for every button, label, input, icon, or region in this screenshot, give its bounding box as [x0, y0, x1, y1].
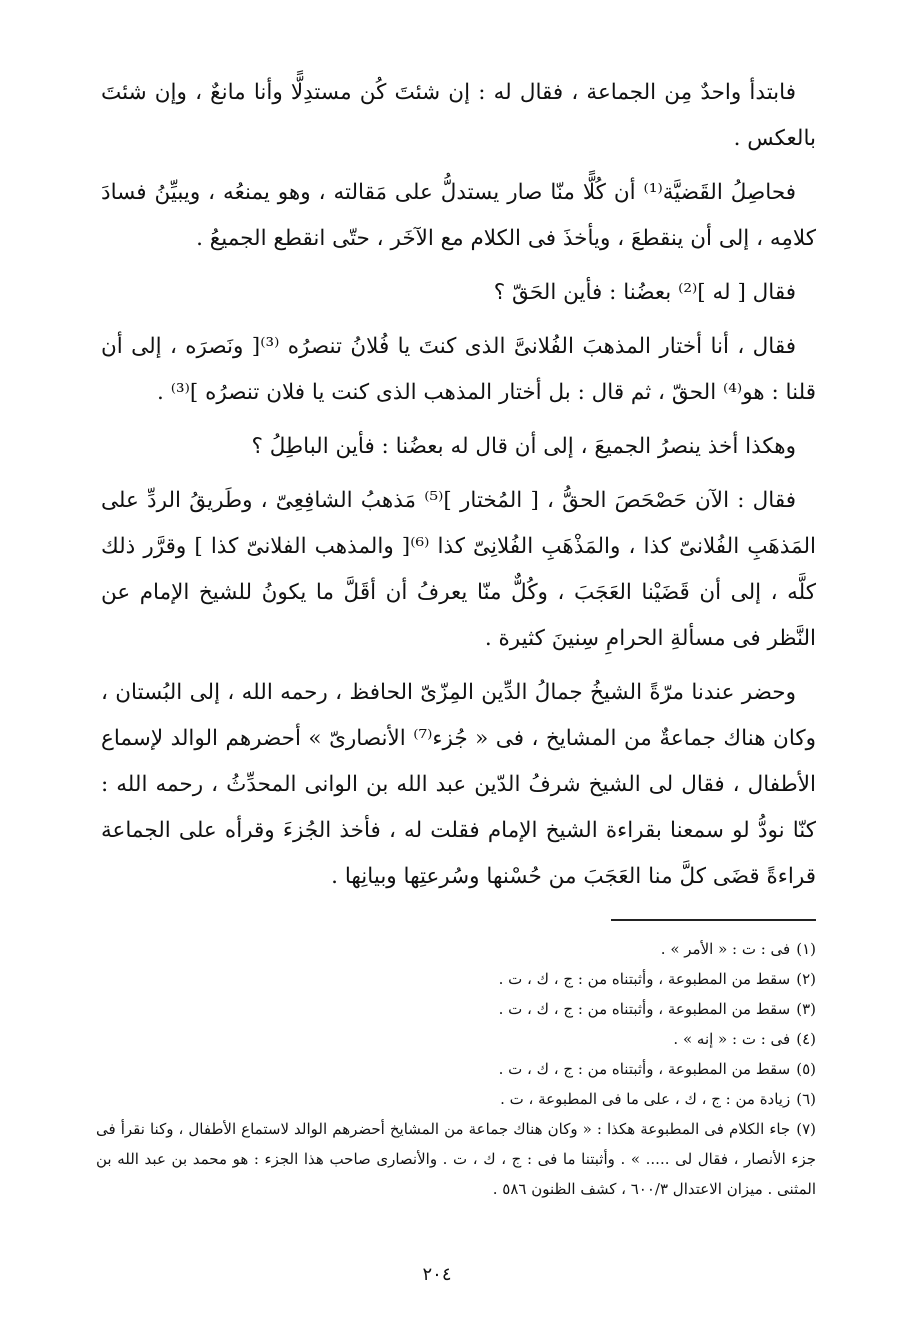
page-number: ٢٠٤: [422, 1264, 452, 1285]
footnote-5: [96, 1054, 816, 1084]
footnote-4: [96, 1024, 816, 1054]
footnote-7: [96, 1114, 816, 1204]
paragraph-7: وحضر عندنا مرّةً الشيخُ جمالُ الدِّين المِزّىّ الحافظ ، رحمه الله ، إلى البُستان ، وكان هناك جماعةٌ من المشايخ ، فى « جُزء⁽⁷⁾ الأنصارىّ » أحضرهم الوالد لإسماع الأطفال ، فقال لى الشيخ شرفُ الدّين عبد الله بن الوانى المحدِّثُ ، رحمه الله : كنّا نودُّ لو سمعنا بقراءة الشيخ الإمام فقلت له ، فأخذ الجُزءَ وقرأه على الجماعة قراءةً قضَى كلَّ منا العَجَبَ من حُسْنها وسُرعتِها وبيانِها .: [101, 680, 816, 889]
paragraph-3: فقال [ له ]⁽²⁾ بعضُنا : فأين الحَقّ ؟: [493, 280, 796, 305]
footnote-number: (٧): [796, 1120, 816, 1138]
paragraph-4: فقال ، أنا أختار المذهبَ الفُلانىَّ الذى كنتَ يا فُلانُ تنصرُه ⁽³⁾[ ونَصرَه ، إلى أن قلنا : هو⁽⁴⁾ الحقّ ، ثم قال : بل أختار المذهب الذى كنت يا فلان تنصرُه ]⁽³⁾ .: [101, 334, 816, 405]
footnote-text: زيادة من : ج ، ك ، على ما فى المطبوعة ، ت .: [500, 1090, 791, 1108]
footnote-number: (٤): [796, 1030, 816, 1048]
footnote-text: جاء الكلام فى المطبوعة هكذا : « وكان هناك جماعة من المشايخ أحضرهم الوالد لاستماع الأطفال ، وكنا نقرأ فى جزء الأنصار ، فقال لى ..... » . وأثبتنا ما فى : ج ، ك ، ت . والأنصارى صاحب هذا الجزء : هو محمد بن عبد الله بن المثنى . ميزان الاعتدال ٦٠٠/٣ ، كشف الظنون ٥٨٦ .: [96, 1120, 816, 1198]
footnote-number: (٦): [796, 1090, 816, 1108]
paragraph-5: وهكذا أخذ ينصرُ الجميعَ ، إلى أن قال له بعضُنا : فأين الباطِلُ ؟: [251, 434, 796, 459]
footnote-number: (٣): [796, 1000, 816, 1018]
footnote-2: [96, 964, 816, 994]
footnote-3: [96, 994, 816, 1024]
paragraph-2: فحاصِلُ القَضيَّة⁽¹⁾ أن كُلًّا منّا صار يستدلُّ على مَقالته ، وهو يمنعُه ، ويبيِّنُ فسادَ كلامِه ، إلى أن ينقطعَ ، ويأخذَ فى الكلام مع الآخَر ، حتّى انقطع الجميعُ .: [101, 180, 816, 251]
paragraph-6: فقال : الآن حَصْحَصَ الحقُّ ، [ المُختار ]⁽⁵⁾ مَذهبُ الشافِعِىّ ، وطَريقُ الردِّ على المَذهَبِ الفُلانىّ كذا ، والمَذْهَبِ الفُلانِىّ كذا ⁽⁶⁾[ والمذهب الفلانىّ كذا ] وقرَّر ذلك كلَّه ، إلى أن قَضَيْنا العَجَبَ ، وكُلٌّ منّا يعرفُ أن أقَلَّ ما يكونُ للشيخ الإمام عن النَّظر فى مسألةِ الحرامِ سِنينَ كثيرة .: [101, 488, 816, 651]
footnote-text: فى : ت : « إنه » .: [673, 1030, 791, 1048]
footnote-divider: [611, 919, 816, 921]
footnotes-block: [96, 934, 816, 1204]
footnote-number: (١): [796, 940, 816, 958]
paragraph-1: فابتدأ واحدٌ مِن الجماعة ، فقال له : إن شئتَ كُن مستدِلًّا وأنا مانعٌ ، وإن شئتَ بالعكس .: [101, 80, 816, 151]
footnote-number: (٢): [796, 970, 816, 988]
main-text-block: [101, 70, 816, 908]
footnote-6: [96, 1084, 816, 1114]
footnote-number: (٥): [796, 1060, 816, 1078]
footnote-1: [96, 934, 816, 964]
footnote-text: سقط من المطبوعة ، وأثبتناه من : ج ، ك ، ت .: [498, 1060, 791, 1078]
footnote-text: فى : ت : « الأمر » .: [660, 940, 791, 958]
footnote-text: سقط من المطبوعة ، وأثبتناه من : ج ، ك ، ت .: [498, 1000, 791, 1018]
footnote-text: سقط من المطبوعة ، وأثبتناه من : ج ، ك ، ت .: [498, 970, 791, 988]
